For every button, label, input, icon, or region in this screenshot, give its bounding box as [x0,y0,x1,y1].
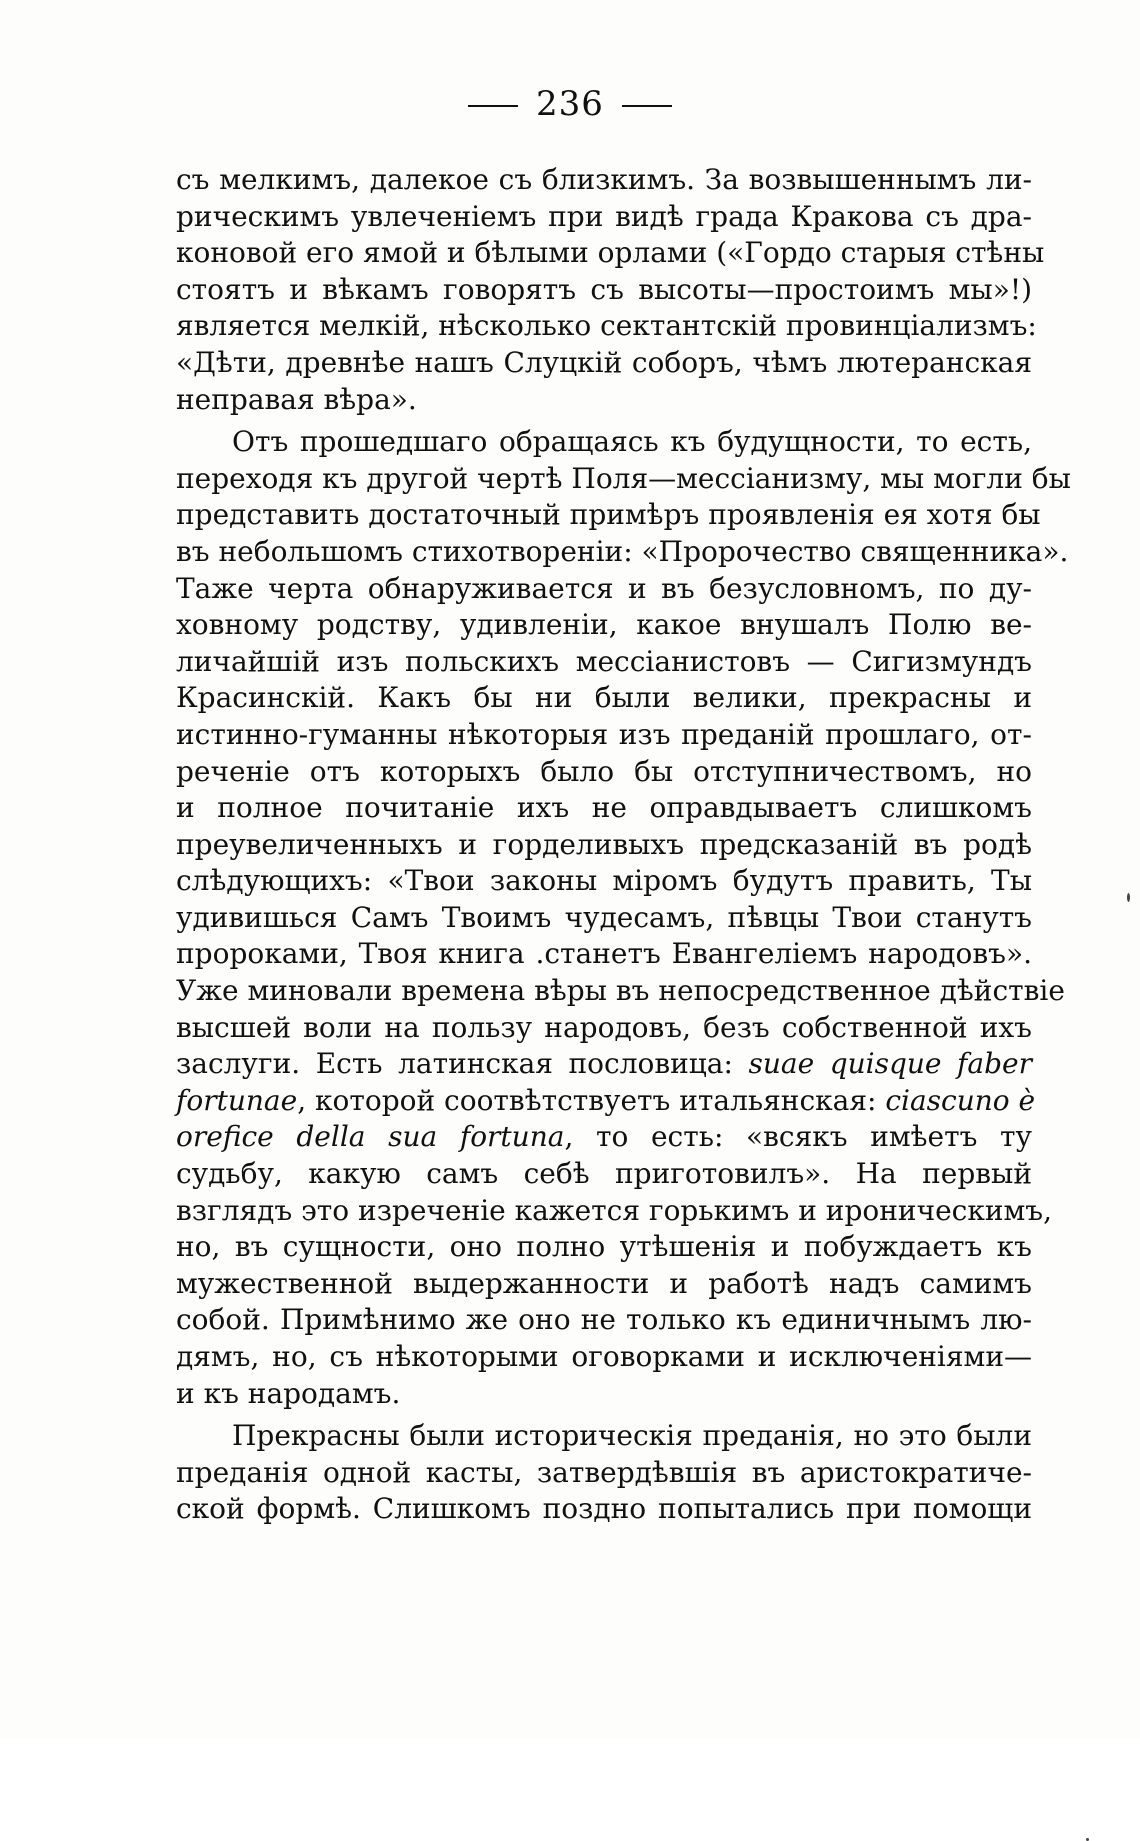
text-line: неправая вѣра». [176,382,417,416]
text-line: является мелкій, нѣсколько сектантскій провинціализмъ: [176,309,1037,343]
text-line: удивишься Самъ Твоимъ чудесамъ, пѣвцы Твои станутъ [176,900,1032,934]
text-line: Красинскій. Какъ бы ни были велики, прекрасны и [176,681,1032,715]
text-line: Отъ прошедшаго обращаясь къ будущности, то есть, [232,425,1032,459]
text-line: заслуги. Есть латинская пословица: suae quisque faber [176,1047,1032,1081]
body-text [176,162,1071,1528]
text-line: преданія одной касты, затвердѣвшія въ аристократиче- [176,1455,1032,1489]
text-line: ской формѣ. Слишкомъ поздно попытались при помощи [176,1492,1032,1526]
text-line: въ небольшомъ стихотвореніи: «Пророчество священника». [176,534,1069,568]
text-line: orefice della sua fortuna, то есть: «всякъ имѣетъ ту [176,1120,1032,1154]
scan-speck [1127,893,1130,902]
text-line: Прекрасны были историческія преданія, но это были [232,1419,1032,1453]
text-line: переходя къ другой чертѣ Поля—мессіанизму, мы могли бы [176,461,1071,495]
text-line: пророками, Твоя книга .станетъ Евангеліемъ народовъ». [176,937,1032,971]
text-line: и полное почитаніе ихъ не оправдываетъ слишкомъ [176,791,1032,825]
text-line: взглядъ это изреченіе кажется горькимъ и ироническимъ, [176,1193,1052,1227]
text-line: но, въ сущности, оно полно утѣшенія и побуждаетъ къ [176,1230,1032,1264]
page-number-right-dash [622,105,672,107]
text-line: судьбу, какую самъ себѣ приготовилъ». На первый [176,1157,1032,1191]
text-line: стоятъ и вѣкамъ говорятъ съ высоты—простоимъ мы»!) [176,272,1032,306]
text-line: Таже черта обнаруживается и въ безусловномъ, по ду- [176,571,1032,605]
page-number-value: 236 [536,84,604,124]
text-line: личайшій изъ польскихъ мессіанистовъ — Сигизмундъ [176,644,1032,678]
page-number [0,84,1140,124]
text-line: fortunae, которой соотвѣтствуетъ итальянская: ciascuno è [176,1083,1036,1117]
text-line: съ мелкимъ, далекое съ близкимъ. За возвышеннымъ ли- [176,163,1032,196]
paragraph-1 [176,162,1045,418]
paragraph-3 [176,1418,1032,1528]
text-line: реченіе отъ которыхъ было бы отступничествомъ, но [176,754,1032,788]
text-line: и къ народамъ. [176,1376,401,1410]
text-line: мужественной выдержанности и работѣ надъ самимъ [176,1266,1032,1300]
text-line: истинно-гуманны нѣкоторыя изъ преданій прошлаго, от- [176,717,1032,751]
text-line: представить достаточный примѣръ проявленія ея хотя бы [176,498,1041,532]
page-number-left-dash [468,105,518,107]
paragraph-2 [176,424,1071,1412]
text-line: ховному родству, удивленіи, какое внушалъ Полю ве- [176,608,1032,642]
text-line: дямъ, но, съ нѣкоторыми оговорками и исключеніями— [176,1340,1032,1373]
text-line: Уже миновали времена вѣры въ непосредственное дѣйствіе [176,974,1065,1008]
text-line: «Дѣти, древнѣе нашъ Слуцкій соборъ, чѣмъ лютеранская [176,345,1032,379]
text-line: собой. Примѣнимо же оно не только къ единичнымъ лю- [176,1303,1032,1337]
text-line: высшей воли на пользу народовъ, безъ собственной ихъ [176,1010,1032,1044]
text-line: слѣдующихъ: «Твои законы міромъ будутъ править, Ты [176,864,1032,898]
text-line: преувеличенныхъ и горделивыхъ предсказаній въ родѣ [176,827,1032,861]
text-line: рическимъ увлеченіемъ при видѣ града Кракова съ дра- [176,199,1032,233]
text-line: коновой его ямой и бѣлыми орлами («Гордо старыя стѣны [176,236,1045,270]
